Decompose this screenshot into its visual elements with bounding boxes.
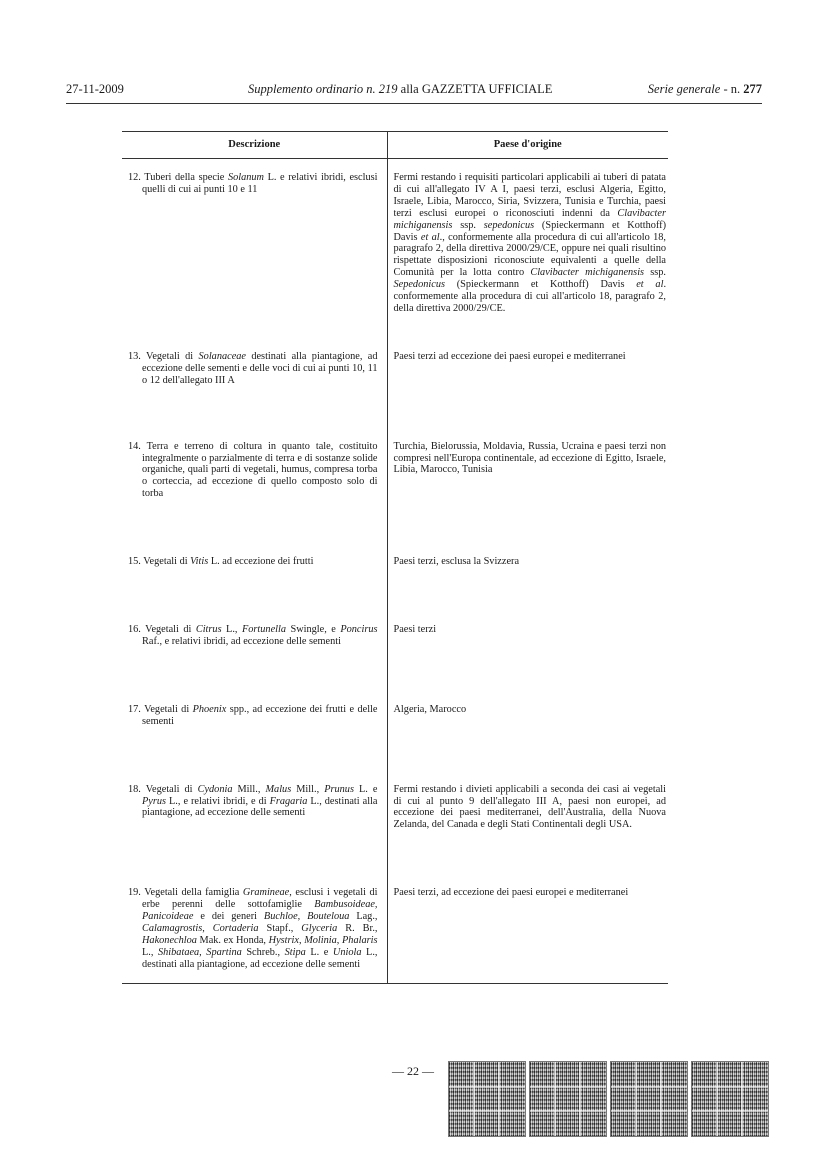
row-description	[122, 159, 387, 333]
row-description	[122, 686, 387, 766]
species-name: Phalaris	[342, 934, 378, 946]
species-name: Solanaceae	[198, 350, 246, 362]
text-run: L. e	[305, 946, 333, 958]
species-name: Hakonechloa	[142, 934, 197, 946]
gazette-title	[248, 80, 552, 98]
text-run: L. e relativi ibridi, esclusi quelli di cui ai punti 10 e 11	[142, 172, 378, 195]
text-run: (Spieckermann et Kotthoff) Davis	[393, 219, 666, 243]
text-run: 12. Tuberi della specie	[128, 172, 228, 183]
text-run: ,	[202, 923, 213, 934]
row-origin	[387, 766, 668, 870]
text-run: (Spieckermann et Kotthoff) Davis	[444, 279, 637, 291]
table-row	[122, 423, 668, 539]
species-name: Phoenix	[192, 703, 227, 715]
row-description-text	[128, 556, 378, 568]
table-row	[122, 606, 668, 686]
species-name: et al	[420, 231, 440, 243]
text-run: Paesi terzi, ad eccezione dei paesi europei e mediterranei	[393, 887, 629, 899]
row-origin-text	[394, 704, 667, 716]
table-row	[122, 159, 668, 333]
security-code-block-1	[449, 1062, 525, 1136]
row-origin-text	[394, 556, 667, 568]
species-name: Bambusoideae, Panicoideae	[142, 899, 378, 923]
text-run: Mak. ex Honda,	[196, 934, 269, 946]
text-run: 17. Vegetali di	[128, 703, 193, 715]
row-origin	[387, 606, 668, 686]
row-description	[122, 538, 387, 606]
table-row	[122, 538, 668, 606]
text-run: Mill.,	[232, 783, 266, 795]
text-run: 16. Vegetali di	[128, 624, 196, 636]
security-code-block-3	[611, 1062, 687, 1136]
series-separator: - n.	[720, 82, 744, 96]
text-run: L. e	[353, 783, 378, 795]
column-header-origin: Paese d'origine	[387, 132, 668, 159]
row-origin-text	[394, 441, 667, 477]
row-origin-text	[394, 784, 667, 832]
row-origin	[387, 869, 668, 983]
text-run: spp., ad eccezione dei frutti e delle sementi	[142, 703, 378, 727]
text-run: R. Br.,	[337, 923, 378, 934]
text-run: Stapf.,	[258, 923, 302, 934]
text-run: Fermi restando i divieti applicabili a seconda dei casi ai vegetali di cui al punto 9 dell'allegato III A, paesi non europei, ad eccezione dei paesi mediterranei, dell'Australia, della Nuova Zelanda, del Canada e degli Stati Continentali degli USA.	[393, 783, 666, 831]
text-run: Swingle, e	[286, 624, 341, 636]
text-run: Lag.,	[349, 911, 378, 923]
text-run: Paesi terzi, esclusa la Svizzera	[393, 556, 520, 568]
species-name: Gramineae	[242, 887, 290, 899]
text-run: 15. Vegetali di	[128, 556, 191, 568]
row-origin	[387, 686, 668, 766]
row-description-text	[128, 887, 378, 970]
row-origin-text	[394, 172, 667, 315]
header-rule	[66, 103, 762, 104]
species-name: et al	[636, 279, 664, 291]
row-description	[122, 423, 387, 539]
text-run: , esclusi i vegetali di erbe perenni delle sottofamiglie	[142, 887, 378, 911]
table-row	[122, 869, 668, 983]
table-header-row	[122, 132, 668, 159]
series-label	[648, 80, 762, 98]
text-run: ssp.	[644, 267, 667, 279]
text-run: L. ad eccezione dei frutti	[208, 556, 314, 568]
text-run: L.,	[221, 624, 242, 636]
text-run: 19. Vegetali della famiglia	[128, 887, 243, 899]
row-description-text	[128, 441, 378, 501]
species-name: Sepedonicus	[393, 279, 445, 291]
row-description-text	[128, 624, 378, 648]
text-run: Raf., e relativi ibridi, ad eccezione delle sementi	[142, 635, 341, 647]
supplement-label: Supplemento ordinario n. 219	[248, 82, 398, 96]
page-number: — 22 —	[392, 1064, 434, 1078]
table-row	[122, 686, 668, 766]
row-origin	[387, 538, 668, 606]
text-run: ,	[298, 934, 305, 946]
row-origin	[387, 159, 668, 333]
row-description-text	[128, 351, 378, 387]
species-name: Hystrix	[268, 934, 299, 946]
text-run: Algeria, Marocco	[393, 703, 467, 715]
origin-table	[122, 131, 668, 984]
text-run: Turchia, Bielorussia, Moldavia, Russia, Ucraina e paesi terzi non compresi nell'Europa continentale, ad eccezione di Egitto, Israele, Libia, Marocco, Tunisia	[393, 440, 666, 476]
page-header	[66, 80, 762, 98]
text-run: ssp.	[452, 219, 484, 231]
species-name: Uniola	[332, 946, 362, 958]
species-name: Molinia	[304, 934, 337, 946]
text-run: Fermi restando i requisiti particolari applicabili ai tuberi di patata di cui all'allegato IV A I, paesi terzi, esclusi Algeria, Egitto, Israele, Libia, Marocco, Siria, Svizzera, Tunisia e Turchia, paesi terzi esclusi europei o riconosciuti indenni da	[393, 172, 666, 219]
row-description	[122, 869, 387, 983]
gazette-name: alla GAZZETTA UFFICIALE	[397, 82, 553, 96]
species-name: Malus	[265, 783, 292, 795]
text-run: Schreb.,	[241, 946, 285, 958]
text-run: L., e relativi ibridi, e di	[166, 795, 270, 807]
row-origin-text	[394, 624, 667, 636]
species-name: Clavibacter michiganensis	[530, 267, 645, 279]
security-code-block-4	[692, 1062, 768, 1136]
species-name: Calamagrostis	[142, 923, 203, 934]
row-description-text	[128, 784, 378, 820]
species-name: Buchloe, Bouteloua	[263, 911, 350, 923]
text-run: 13. Vegetali di	[128, 350, 199, 362]
series-name: Serie generale	[647, 82, 721, 96]
species-name: Poncirus	[340, 624, 378, 636]
species-name: Prunus	[324, 783, 354, 795]
row-origin	[387, 423, 668, 539]
text-run: Paesi terzi	[393, 624, 437, 636]
text-run: Paesi terzi ad eccezione dei paesi europei e mediterranei	[393, 350, 626, 362]
species-name: Citrus	[195, 624, 222, 636]
species-name: Cortaderia	[212, 923, 259, 934]
species-name: Vitis	[190, 556, 209, 568]
species-name: Fortunella	[241, 624, 287, 636]
text-run: ., conformemente alla procedura di cui all'articolo 18, paragrafo 2, della direttiva 2000/29/CE, oppure nei quali risultino rispettate disposizioni riconosciute equivalenti a quelle della Comunità per la lotta contro	[393, 231, 666, 279]
text-run: . conformemente alla procedura di cui all'articolo 18, paragrafo 2, della direttiva 2000/29/CE.	[393, 279, 667, 314]
row-description	[122, 766, 387, 870]
security-code-block-2	[530, 1062, 606, 1136]
publication-date: 27-11-2009	[66, 82, 124, 96]
text-run: L.,	[142, 946, 158, 958]
species-name: Stipa	[284, 946, 306, 958]
species-name: Fragaria	[269, 795, 308, 807]
row-description-text	[128, 704, 378, 728]
row-description	[122, 606, 387, 686]
row-description	[122, 333, 387, 423]
species-name: Glyceria	[301, 923, 338, 934]
species-name: Pyrus	[142, 795, 167, 807]
row-origin-text	[394, 351, 667, 363]
text-run: 18. Vegetali di	[128, 783, 198, 795]
text-run: L., destinati alla piantagione, ad eccezione delle sementi	[142, 946, 378, 970]
row-description-text	[128, 172, 378, 196]
species-name: Solanum	[227, 172, 264, 183]
text-run: ,	[336, 934, 343, 946]
species-name: Shibataea, Spartina	[158, 946, 242, 958]
table-row	[122, 766, 668, 870]
issue-number: 277	[743, 82, 762, 96]
species-name: Clavibacter michiganensis	[393, 207, 666, 231]
text-run: 14. Terra e terreno di coltura in quanto tale, costituito integralmente o parzialmente di terra e di sostanze solide organiche, quali parti di vegetali, humus, compresa torba o corteccia, ad eccezione di quello composto solo di torba	[128, 440, 378, 500]
text-run: e dei generi	[193, 911, 264, 923]
row-origin	[387, 333, 668, 423]
species-name: Cydonia	[197, 783, 233, 795]
text-run: destinati alla piantagione, ad eccezione delle sementi e delle voci di cui ai punti 10, 11 o 12 dell'allegato III A	[142, 350, 378, 386]
text-run: Mill.,	[291, 783, 325, 795]
text-run: L., destinati alla piantagione, ad eccezione delle sementi	[142, 795, 378, 819]
species-name: sepedonicus	[483, 219, 535, 231]
column-header-description: Descrizione	[122, 132, 387, 159]
row-origin-text	[394, 887, 667, 899]
table-row	[122, 333, 668, 423]
